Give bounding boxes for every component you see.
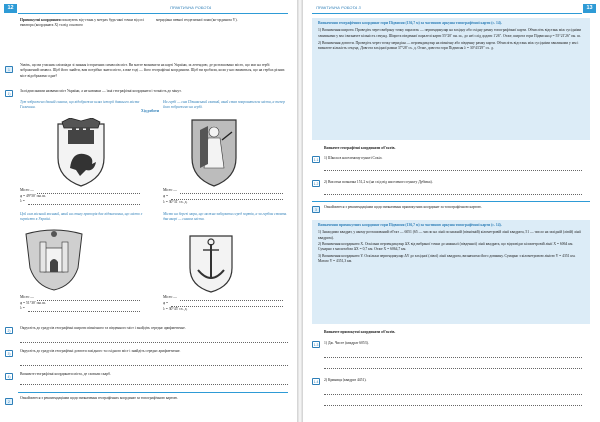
step3-text: Округліть до градусів географічні довготи західного та східного міст і знайдіть середнє арифметичне.: [20, 349, 181, 353]
step1-text: За підписаними назвами міст України, а не навпаки — їхні географічні координати і точність до мінут.: [20, 89, 182, 93]
hint-right-1: На гербі — сам Пізнавський святий, який став покровителем міста, а тепер його зображено на гербі.: [163, 100, 285, 110]
city3-label: Місто —: [20, 295, 34, 299]
header-rule-left: [18, 13, 288, 14]
city2-lat-field[interactable]: [171, 195, 283, 200]
q1-marker-2: 1.2: [313, 182, 319, 186]
city3-lon-row: [20, 306, 140, 312]
city3-lon: λ =: [20, 306, 25, 311]
intro-left-col: [20, 18, 150, 29]
coat-of-arms-castle: [22, 228, 86, 292]
step-marker-2: 2): [5, 327, 13, 334]
intro-text-1: показують від-стань у метрах будь-якої точки від осі екватора (координата X) та від осьового: [20, 18, 145, 28]
city1-lon: λ =: [20, 199, 25, 204]
separator-left: [18, 392, 288, 393]
header-rule-right: [312, 13, 582, 14]
city4-answer-field[interactable]: [180, 296, 283, 301]
city1-label: Місто —: [20, 188, 34, 192]
step2-text: Округліть до градусів географічні широти північного та південного міст і знайдіть середнє арифметичне.: [20, 326, 186, 330]
page-header-right: ПРАКТИЧНА РОБОТА 3: [316, 5, 361, 10]
separator-right: [312, 201, 590, 202]
page-number-right: 13: [583, 4, 596, 13]
q2-item-1-answer[interactable]: [324, 357, 582, 358]
city2-lon: λ = 30°31′ сх. д.: [163, 200, 188, 204]
city2-label: Місто —: [163, 188, 177, 192]
task1-text: Уявіть, що ви учасник олімпіади зі знання історичних символів міст. Ви маєте визначити на карті України, за легендою, де розташовано місто, що має на гербі зображений символ. Щоб його знайти, вам потрібно знати місто, а вже тоді — його географічні координати. Щоб ви зробили, коли у нас виявиться, що на гербах різних міст відображено одне?: [20, 63, 285, 78]
q1-item-2: 2) Висотна позначка 151,2 м (на схід від населеного пункту Дубівка).: [324, 180, 433, 184]
city1-lat: φ = 49°50′ пн. ш.: [20, 194, 47, 198]
q1-marker-1: 1.1: [313, 158, 319, 162]
q2-item-2-answer-2[interactable]: [324, 405, 582, 406]
q2-marker-1: 1.3: [313, 343, 319, 347]
left-page: [0, 0, 298, 422]
city1-lon-row: [20, 199, 140, 205]
intro-right-col: [156, 18, 288, 23]
page-header-left: ПРАКТИЧНА РОБОТА: [170, 5, 212, 10]
task-marker-2: 2: [5, 398, 13, 405]
city4-lon: λ = 30°45′ сх. д.: [163, 307, 188, 311]
hint-left-1: Тут зображено давній символ, що відображає шлях історії давнього міста Галичини.: [20, 100, 140, 110]
city3-answer-field[interactable]: [37, 296, 140, 301]
task-marker-3: 3: [312, 206, 320, 213]
step4-answer-field[interactable]: [20, 384, 288, 385]
box2-title: Визначення прямокутних координат гори Підвисня (136,7 м) за частиною аркуша топографічної карти (с. 14).: [318, 223, 502, 227]
city4-lat: φ =: [163, 301, 169, 305]
question-1: Визначте географічні координати об'єктів.: [324, 146, 396, 150]
question-2: Визначте прямокутні координати об'єктів.: [324, 330, 396, 334]
city4-label: Місто —: [163, 295, 177, 299]
step2-answer-field[interactable]: [20, 342, 288, 343]
box1-title: Визначення географічних координат гори Підвисня (136,7 м) за частиною аркуша топографічної карти (с. 14).: [318, 21, 502, 25]
q2-item-1-answer-2[interactable]: [324, 368, 582, 369]
coat-of-arms-anchors: [186, 232, 236, 294]
box1-item-1: 1) Визначення широти. Проведіть через вибрану точку паралель — перпендикуляр на західну або східну рамку топографічної карти. Обчисліть відстань між сусідніми хвилинами у мм і визначте кількість секунд. Широта південної паралелі карти 55°20′ пн. ш., до неї слід додати 1′26″. Отже, широта гори Підвисня φ = 55°21′26″ пн. ш.: [318, 28, 582, 38]
city4-lat-field[interactable]: [171, 302, 283, 307]
step4-text: Визначте географічні координати міста, де сховали скарб.: [20, 372, 111, 376]
intro-text-2: меридіана певної геодезичної зони (ко-ордината Y).: [156, 18, 238, 22]
q2-item-2-answer[interactable]: [324, 394, 582, 395]
city3-lon-field[interactable]: [28, 307, 140, 312]
step3-answer-field[interactable]: [20, 365, 288, 366]
info-box-1: [312, 18, 590, 140]
city3-block: [20, 295, 140, 312]
city2-block: [163, 188, 283, 205]
step-marker-4: 4): [5, 373, 13, 380]
city2-answer-field[interactable]: [180, 189, 283, 194]
city1-block: [20, 188, 140, 205]
box2-item-2: 2) Визначення координати X. Оскільки перпендикуляр ΔX від вибраної точки до нижньої (південної) лінії квадрата, що відповідає кілометровій лінії X = 6064 км. Сумарно з масштабом ΔX = 0,7 км. Отже X = 6064,7 км.: [318, 242, 574, 252]
coat-of-arms-saint: [186, 116, 242, 188]
q2-item-2: 2) Криниця (квадрат 4451).: [324, 378, 367, 382]
info-box-2: [312, 220, 590, 324]
city4-block: [163, 295, 283, 312]
step-marker-3: 3): [5, 350, 13, 357]
city4-name-row: [163, 295, 283, 301]
work-title: Хід роботи: [141, 109, 159, 113]
city2-lat: φ =: [163, 194, 169, 198]
q1-item-1: 1) Школа в населеному пункті Сокіл.: [324, 156, 383, 160]
page-number-left: 12: [4, 4, 17, 13]
right-page: [302, 0, 600, 422]
city1-lon-field[interactable]: [28, 200, 140, 205]
q1-item-2-answer[interactable]: [324, 194, 582, 195]
intro-title: Прямокутні координати: [20, 18, 61, 22]
task3-text: Ознайомтеся з рекомендаціями щодо визначення прямокутних координат за топографічною картою.: [324, 205, 482, 209]
city1-answer-field[interactable]: [37, 189, 140, 194]
task2-text: Ознайомтеся з рекомендаціями щодо визначення географічних координат за топографічною картою.: [20, 396, 179, 400]
city3-lat: φ = 51°30′ пн. ш.: [20, 301, 47, 305]
hint-right-2: Місто на березі моря, що можна заблукати серед портів, а за гербом стоять два якорі — символ міста.: [163, 212, 287, 222]
box2-item-1: 1) Знаходимо квадрат, у якому розташований об'єкт — 6051 (65 — число на лінії по нижній (північній) кілометровій лінії квадрата, 51 — число на західній (лівій) лінії квадрата).: [318, 230, 581, 240]
step-marker-1: 1): [5, 90, 13, 97]
q1-item-1-answer[interactable]: [324, 170, 582, 171]
task-marker-1: 1: [5, 66, 13, 73]
box1-item-2: 2) Визначення довготи. Проведіть через точку меридіан — перпендикуляр на північну або південну рамку карти. Обчисліть відстань між сусідніми хвилинами у мм і визначте кількість секунд. Довгота західної рамки 37°28′ сх. д. Отже, довгота гори Підвисня λ = 30°43′29″ сх. д.: [318, 41, 579, 51]
coat-of-arms-lion: [50, 118, 112, 188]
q2-item-1: 1) Дж. Чисте (квадрат 6053).: [324, 341, 369, 345]
city2-name-row: [163, 188, 283, 194]
hint-left-2: Цей сам міський воєнний, який на стягу прапорів дає відзначення, що місто є первістю в Україні.: [20, 212, 143, 222]
box2-item-3: 3) Визначення координати Y. Оскільки перпендикуляр ΔY до західної (лівої) лінії квадрата, визначаємо його довжину. Сумарно з кілометровою лінією Y = 4351 км. Маємо Y = 4351,3 км.: [318, 253, 576, 264]
q2-marker-2: 1.4: [313, 380, 319, 384]
